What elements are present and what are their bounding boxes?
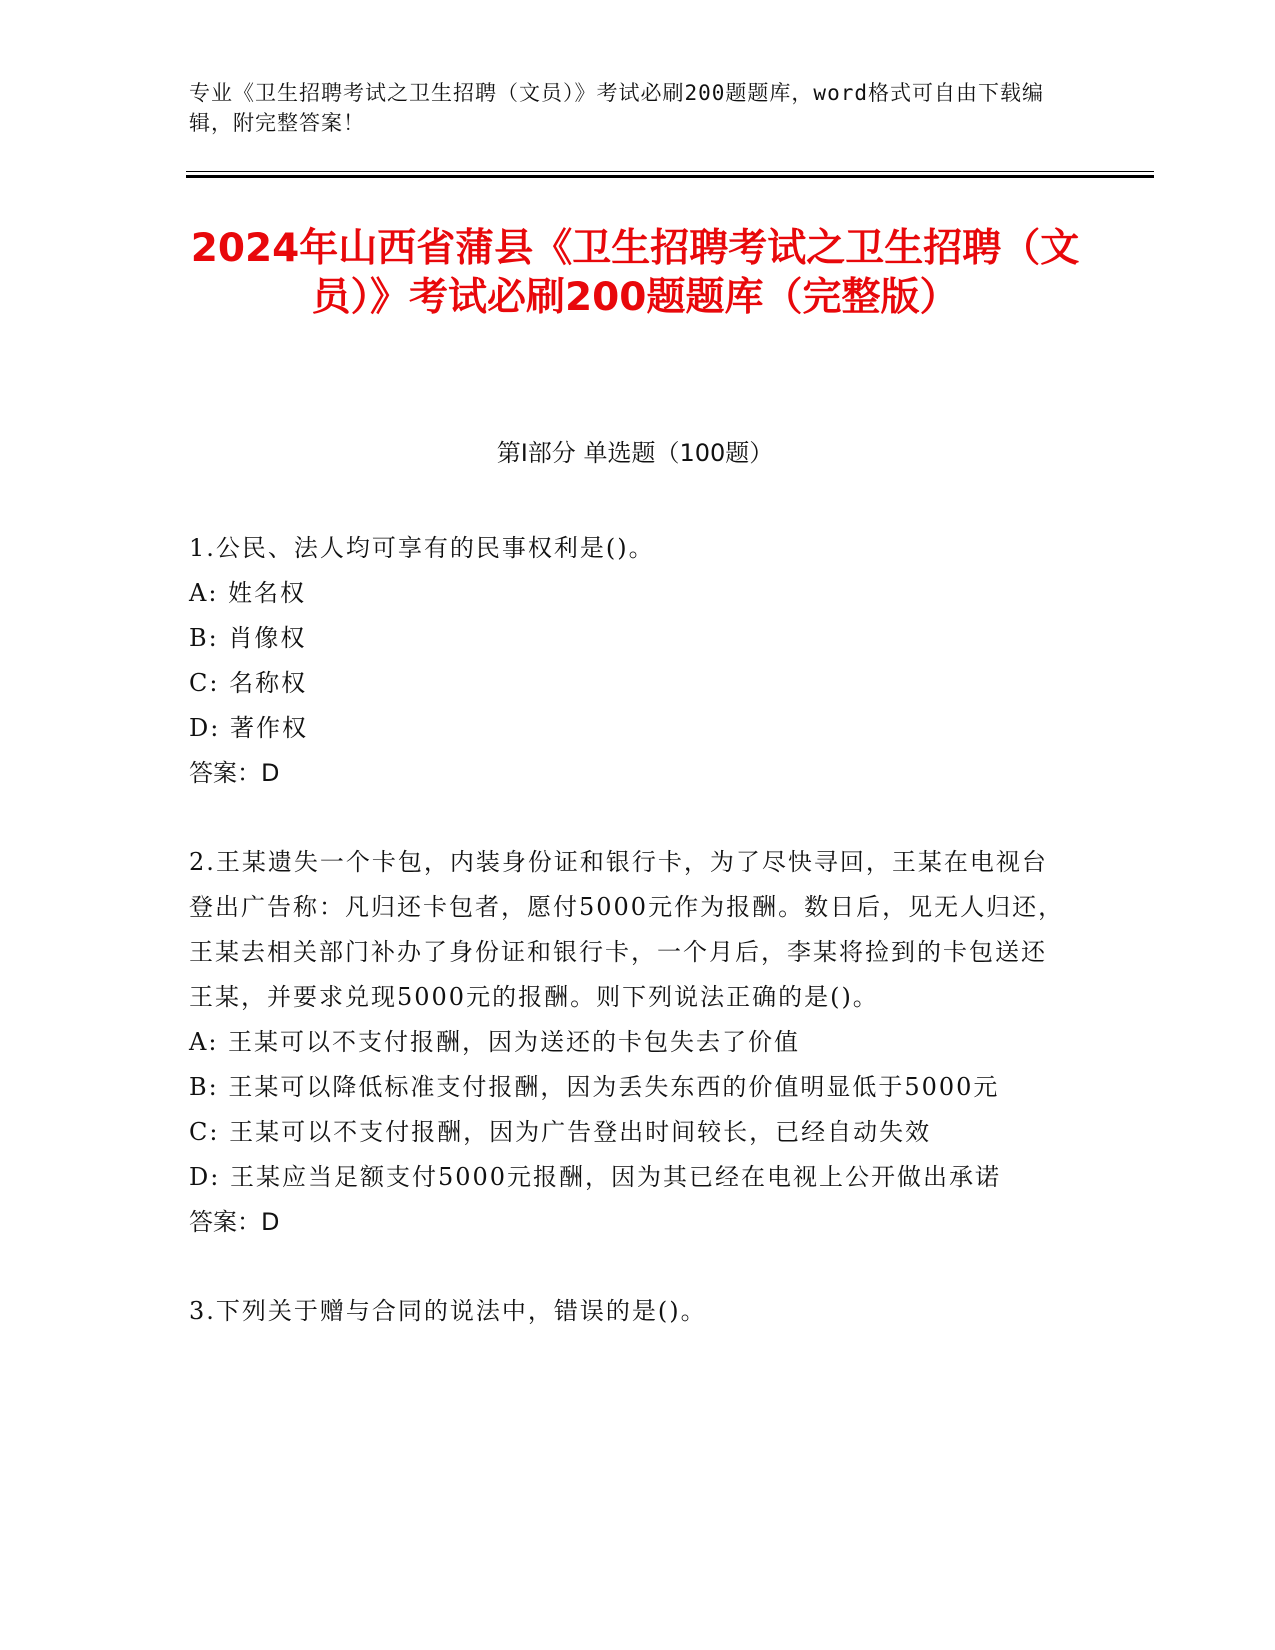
option-d: D: 著作权: [189, 714, 308, 742]
question-stem: 1.公民、法人均可享有的民事权利是()。: [189, 534, 655, 562]
question-stem: 2.王某遗失一个卡包，内装身份证和银行卡，为了尽快寻回，王某在电视台登出广告称：凡归还卡包者，愿付5000元作为报酬。数日后，见无人归还，王某去相关部门补办了身份证和银行卡，一个月后，李某将捡到的卡包送还王某，并要求兑现5000元的报酬。则下列说法正确的是()。: [189, 848, 1065, 1011]
option-c: C: 王某可以不支付报酬，因为广告登出时间较长，已经自动失效: [189, 1118, 932, 1146]
question-stem: 3.下列关于赠与合同的说法中，错误的是()。: [189, 1297, 707, 1325]
section-title: 第I部分 单选题（100题）: [496, 439, 774, 467]
answer: 答案：D: [189, 759, 280, 787]
option-d: D: 王某应当足额支付5000元报酬，因为其已经在电视上公开做出承诺: [189, 1163, 1002, 1191]
question-1: [189, 526, 1069, 796]
document-title: 2024年山西省蒲县《卫生招聘考试之卫生招聘（文员）》考试必刷200题题库（完整版）: [190, 226, 1080, 320]
option-a: A: 王某可以不支付报酬，因为送还的卡包失去了价值: [189, 1028, 801, 1056]
option-a: A: 姓名权: [189, 579, 307, 607]
question-2: [189, 840, 1069, 1245]
header-rule-thin: [186, 171, 1154, 172]
answer: 答案：D: [189, 1208, 280, 1236]
header-note: 专业《卫生招聘考试之卫生招聘（文员）》考试必刷200题题库，word格式可自由下载编辑，附完整答案！: [189, 81, 1044, 135]
option-b: B: 王某可以降低标准支付报酬，因为丢失东西的价值明显低于5000元: [189, 1073, 1000, 1101]
option-b: B: 肖像权: [189, 624, 307, 652]
question-list: [189, 526, 1069, 1378]
header-rule-thick: [186, 175, 1154, 178]
option-c: C: 名称权: [189, 669, 308, 697]
question-3: [189, 1289, 1069, 1334]
